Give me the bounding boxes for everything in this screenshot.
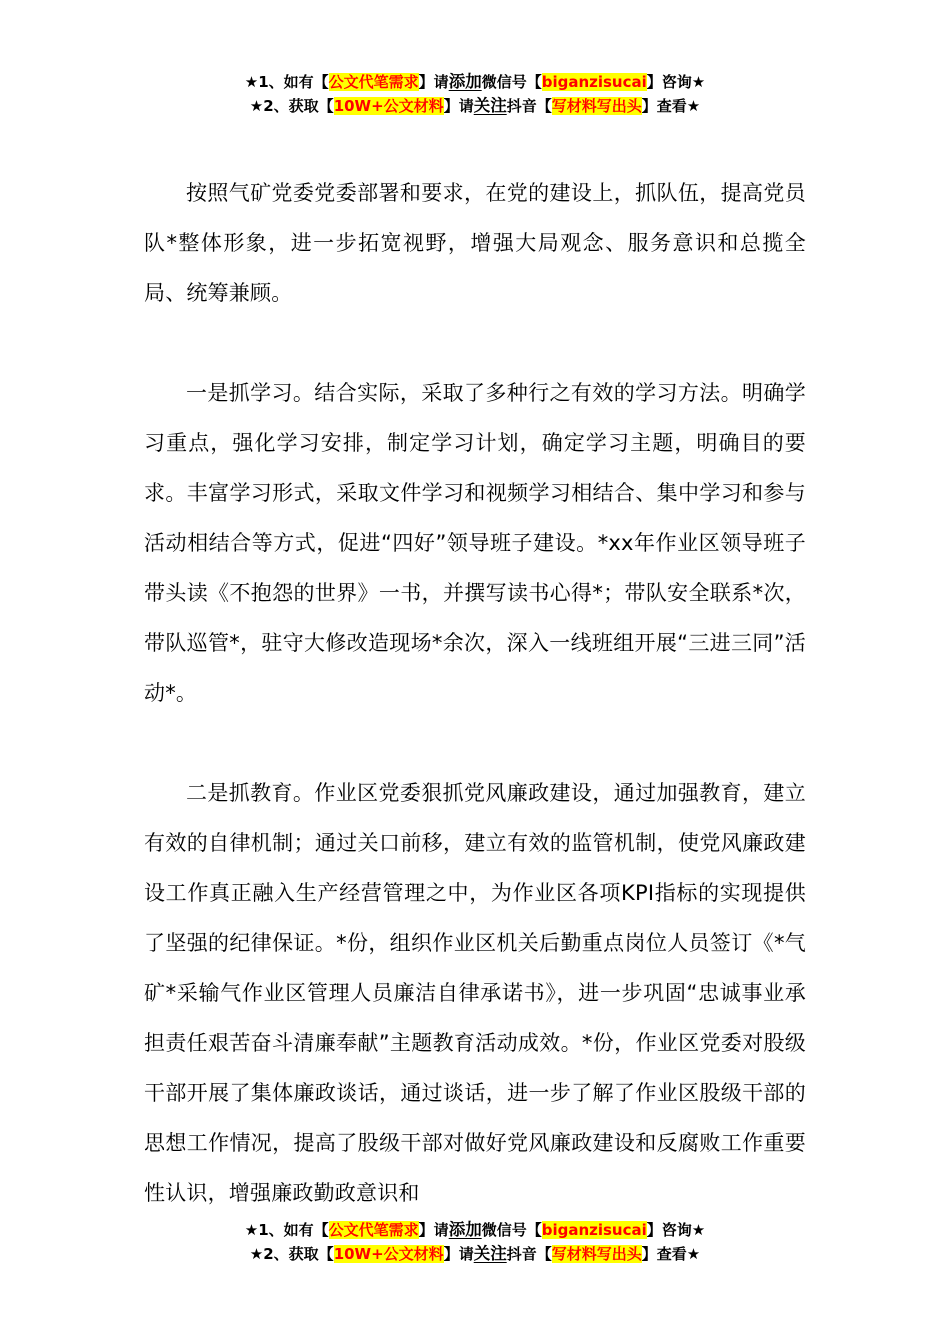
- footer-line-1-suffix: 】咨询★: [646, 1221, 706, 1239]
- footer-line-2-emphasis: 关注: [473, 1244, 507, 1263]
- footer-line-2-highlight-douyin: 写材料写出头: [551, 1245, 642, 1263]
- footer-line-1-highlight-service: 公文代笔需求: [328, 1221, 419, 1239]
- footer-line-1-highlight-wechat: biganzisucai: [541, 1221, 647, 1239]
- footer-line-2-suffix: 】查看★: [641, 1245, 701, 1263]
- footer-line-2-mid: 】请: [443, 1245, 474, 1263]
- footer-line-2-mid2: 抖音【: [506, 1245, 552, 1263]
- footer-banner: [0, 1218, 950, 1266]
- footer-line-2-prefix: ★2、获取【: [249, 1245, 334, 1263]
- banner-line-2-mid: 】请: [443, 97, 474, 115]
- banner-line-1-highlight-wechat: biganzisucai: [541, 73, 647, 91]
- footer-line-1-mid: 】请: [418, 1221, 449, 1239]
- intro-paragraph: 按照气矿党委党委部署和要求，在党的建设上，抓队伍，提高党员队*整体形象，进一步拓宽视野，增强大局观念、服务意识和总揽全局、统筹兼顾。: [144, 181, 806, 305]
- banner-line-1-emphasis: 添加: [448, 72, 482, 91]
- banner-line-1-suffix: 】咨询★: [646, 73, 706, 91]
- banner-line-1-highlight-service: 公文代笔需求: [328, 73, 419, 91]
- banner-line-2-suffix: 】查看★: [641, 97, 701, 115]
- footer-line-2: [0, 1242, 950, 1266]
- banner-line-1-mid: 】请: [418, 73, 449, 91]
- education-paragraph: 二是抓教育。作业区党委狠抓党风廉政建设，通过加强教育，建立有效的自律机制；通过关口前移，建立有效的监管机制，使党风廉政建设工作真正融入生产经营管理之中，为作业区各项KPI指标的实现提供了坚强的纪律保证。*份，组织作业区机关后勤重点岗位人员签订《*气矿*采输气作业区管理人员廉洁自律承诺书》，进一步巩固“忠诚事业承担责任艰苦奋斗清廉奉献”主题教育活动成效。*份，作业区党委对股级干部开展了集体廉政谈话，通过谈话，进一步了解了作业区股级干部的思想工作情况，提高了股级干部对做好党风廉政建设和反腐败工作重要性认识，增强廉政勤政意识和: [144, 781, 806, 1205]
- banner-line-2-mid2: 抖音【: [506, 97, 552, 115]
- banner-line-1-prefix: ★1、如有【: [244, 73, 329, 91]
- footer-line-1-emphasis: 添加: [448, 1220, 482, 1239]
- banner-line-2-prefix: ★2、获取【: [249, 97, 334, 115]
- banner-line-1: [0, 70, 950, 94]
- study-paragraph: 一是抓学习。结合实际，采取了多种行之有效的学习方法。明确学习重点，强化学习安排，制定学习计划，确定学习主题，明确目的要求。丰富学习形式，采取文件学习和视频学习相结合、集中学习和参与活动相结合等方式，促进“四好”领导班子建设。*xx年作业区领导班子带头读《不抱怨的世界》一书，并撰写读书心得*；带队安全联系*次，带队巡管*，驻守大修改造现场*余次，深入一线班组开展“三进三同”活动*。: [144, 381, 806, 705]
- banner-line-2: [0, 94, 950, 118]
- header-banner: [0, 70, 950, 118]
- document-body: [144, 168, 806, 1218]
- banner-line-1-mid2: 微信号【: [481, 73, 542, 91]
- footer-line-1: [0, 1218, 950, 1242]
- footer-line-2-highlight-materials: 10W+公文材料: [333, 1245, 444, 1263]
- footer-line-1-prefix: ★1、如有【: [244, 1221, 329, 1239]
- banner-line-2-emphasis: 关注: [473, 96, 507, 115]
- banner-line-2-highlight-materials: 10W+公文材料: [333, 97, 444, 115]
- footer-line-1-mid2: 微信号【: [481, 1221, 542, 1239]
- banner-line-2-highlight-douyin: 写材料写出头: [551, 97, 642, 115]
